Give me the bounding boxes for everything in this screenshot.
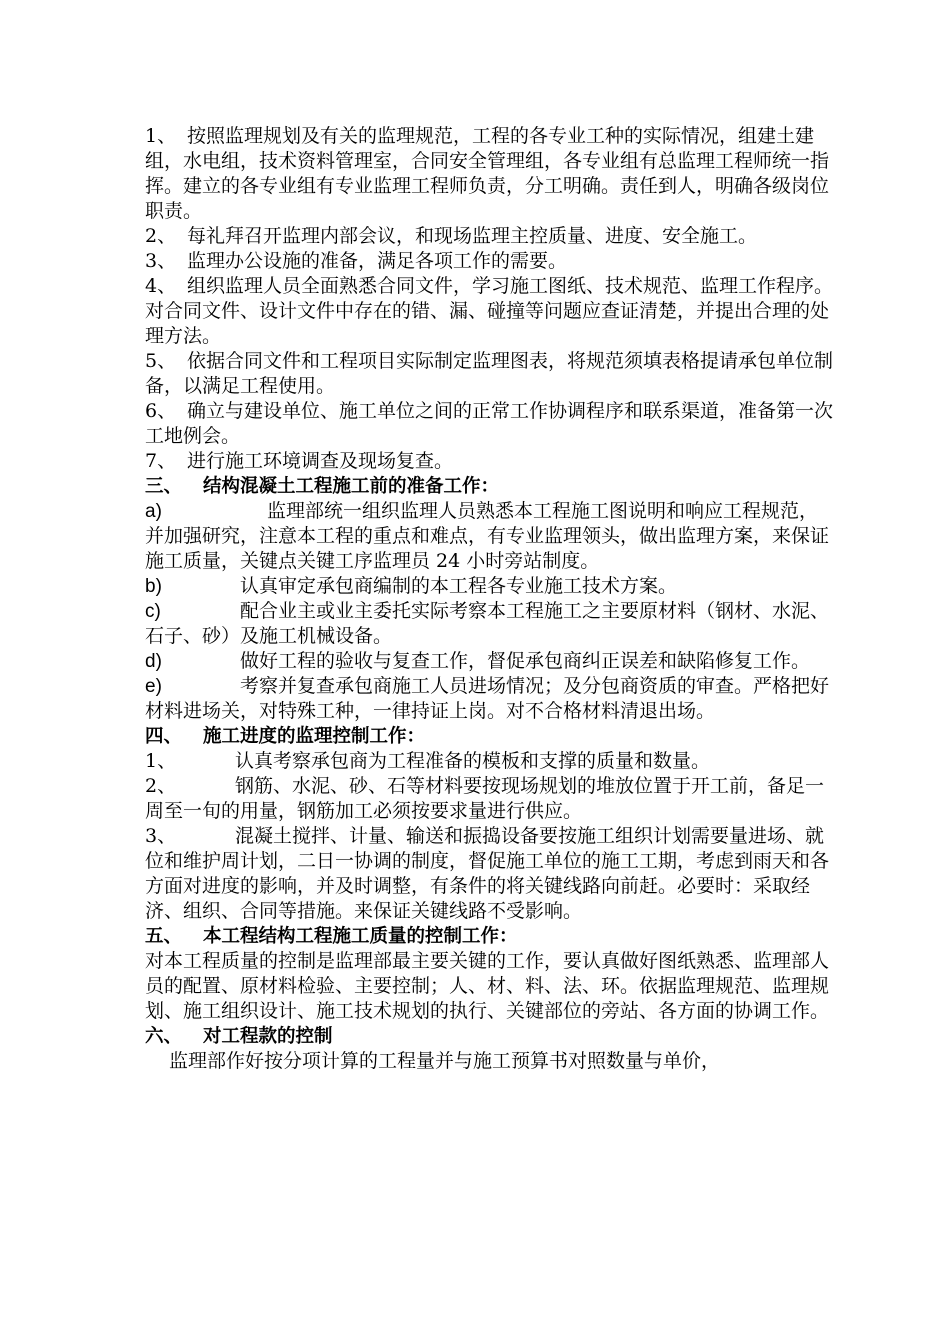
item-number: 4、 [145,275,177,297]
item-text: 考察并复查承包商施工人员进场情况；及分包商资质的审查。严格把好材料进场关，对特殊工种，一律持证上岗。对不合格材料清退出场。 [145,675,830,722]
paragraph: 对本工程质量的控制是监理部最主要关键的工作，要认真做好图纸熟悉、监理部人员的配置、原材料检验、主要控制；人、材、料、法、环。依据监理规范、监理规划、施工组织设计、施工技术规划的执行、关键部位的旁站、各方面的协调工作。 [145,950,830,1022]
item-text: 认真审定承包商编制的本工程各专业施工技术方案。 [240,575,678,597]
paragraph: 监理部作好按分项计算的工程量并与施工预算书对照数量与单价， [169,1050,721,1072]
list-item [145,249,835,274]
list-item [145,224,835,249]
section-number: 五、 [145,926,183,947]
item-number: 3、 [145,825,177,847]
item-text: 进行施工环境调查及现场复查。 [187,450,454,472]
section-heading [145,1024,835,1049]
section-title: 本工程结构工程施工质量的控制工作： [203,926,518,947]
item-number: 1、 [145,125,177,147]
item-text: 认真考察承包商为工程准备的模板和支撑的质量和数量。 [235,750,711,772]
item-text: 混凝土搅拌、计量、输送和振捣设备要按施工组织计划需要量进场、就位和维护周计划，二日一协调的制度，督促施工单位的施工工期，考虑到雨天和各方面对进度的影响，并及时调整，有条件的将关键线路向前赶。必要时：采取经济、组织、合同等措施。来保证关键线路不受影响。 [145,825,830,922]
section-number: 六、 [145,1026,183,1047]
list-item [145,124,835,224]
item-text: 钢筋、水泥、砂、石等材料要按现场规划的堆放位置于开工前，备足一周至一旬的用量，钢筋加工必须按要求量进行供应。 [145,775,825,822]
item-letter: e) [145,676,162,697]
list-item [145,824,835,924]
item-text: 监理部统一组织监理人员熟悉本工程施工图说明和响应工程规范，并加强研究，注意本工程的重点和难点，有专业监理领头，做出监理方案，来保证施工质量，关键点关键工序监理员 24 小时旁站制度。 [145,500,830,572]
document-body [145,124,835,1074]
item-number: 7、 [145,450,177,472]
item-text: 每礼拜召开监理内部会议，和现场监理主控质量、进度、安全施工。 [187,225,758,247]
item-text: 组织监理人员全面熟悉合同文件，学习施工图纸、技术规范、监理工作程序。对合同文件、设计文件中存在的错、漏、碰撞等问题应查证清楚，并提出合理的处理方法。 [145,275,834,347]
list-item [145,499,835,574]
section-title: 施工进度的监理控制工作： [203,726,426,747]
list-item [145,749,835,774]
section-heading [145,474,835,499]
section-number: 三、 [145,476,183,497]
section-heading [145,924,835,949]
list-item [145,574,835,599]
item-number: 3、 [145,250,177,272]
list-item [145,674,835,724]
item-number: 5、 [145,350,177,372]
item-letter: b) [145,576,162,597]
item-text: 监理办公设施的准备，满足各项工作的需要。 [187,250,568,272]
item-text: 按照监理规划及有关的监理规范，工程的各专业工种的实际情况，组建土建组，水电组，技术资料管理室，合同安全管理组，各专业组有总监理工程师统一指挥。建立的各专业组有专业监理工程师负责，分工明确。责任到人，明确各级岗位职责。 [145,125,830,222]
section-title: 结构混凝土工程施工前的准备工作： [203,476,500,497]
section-number: 四、 [145,726,183,747]
item-letter: d) [145,651,162,672]
item-number: 6、 [145,400,177,422]
list-item [145,774,835,824]
section-title: 对工程款的控制 [203,1026,333,1047]
item-number: 2、 [145,225,177,247]
item-number: 1、 [145,750,177,772]
list-item [145,599,835,649]
item-text: 做好工程的验收与复查工作，督促承包商纠正误差和缺陷修复工作。 [240,650,811,672]
list-item [145,449,835,474]
list-item [145,399,835,449]
list-item [145,649,835,674]
item-text: 依据合同文件和工程项目实际制定监理图表，将规范须填表格提请承包单位制备，以满足工程使用。 [145,350,834,397]
item-text: 配合业主或业主委托实际考察本工程施工之主要原材料（钢材、水泥、石子、砂）及施工机械设备。 [145,600,830,647]
item-text: 确立与建设单位、施工单位之间的正常工作协调程序和联系渠道，准备第一次工地例会。 [145,400,834,447]
item-letter: c) [145,601,161,622]
item-letter: a) [145,501,162,522]
list-item [145,274,835,349]
section-heading [145,724,835,749]
list-item [145,349,835,399]
item-number: 2、 [145,775,177,797]
